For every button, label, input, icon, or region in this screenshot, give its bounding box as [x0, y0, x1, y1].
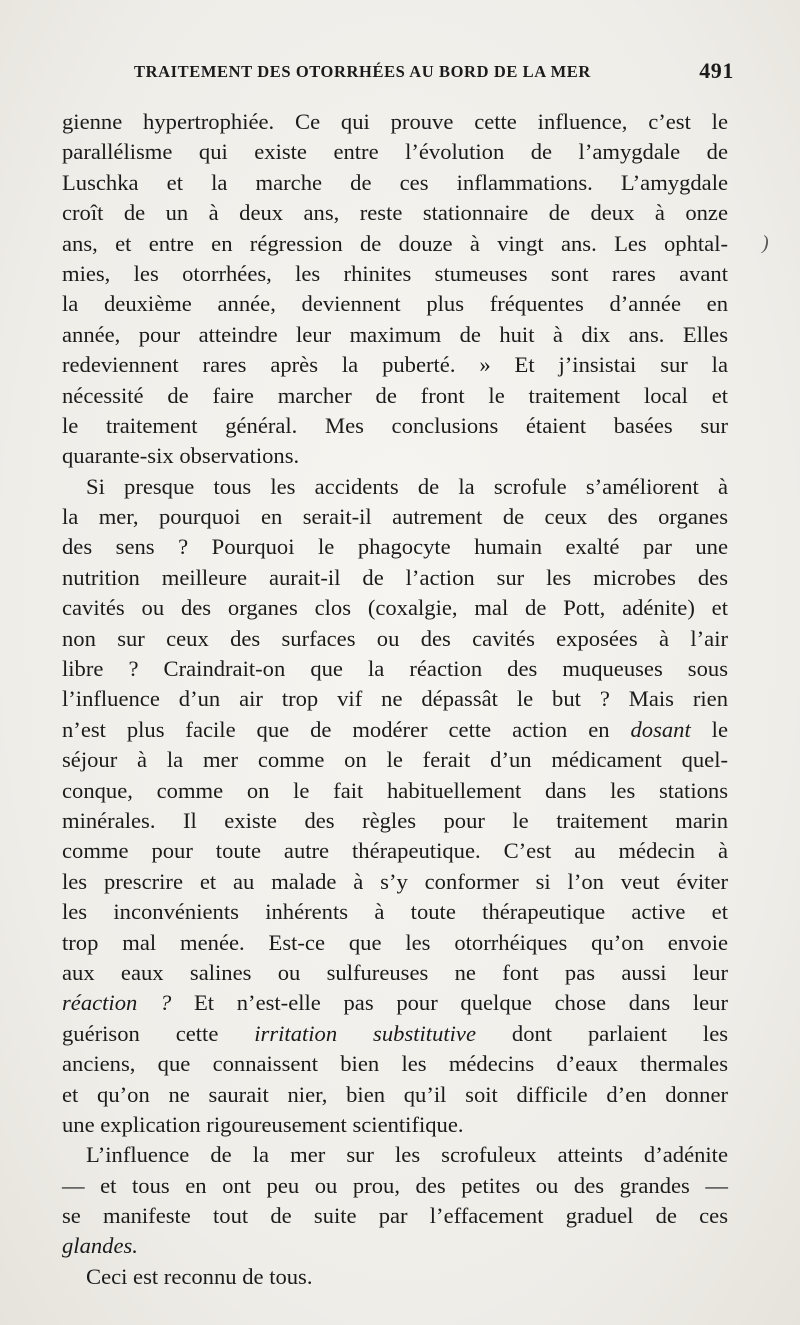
text-line	[62, 928, 728, 958]
text-segment: anciens, que connaissent bien les médecins d’eaux thermales	[62, 1051, 728, 1077]
text-line	[62, 1110, 728, 1140]
text-segment: l’influence d’un air trop vif ne dépassât le but ? Mais rien	[62, 686, 728, 712]
text-segment: libre ? Craindrait-on que la réaction des muqueuses sous	[62, 656, 728, 682]
text-segment: Luschka et la marche de ces inflammations. L’amygdale	[62, 169, 728, 195]
margin-mark: )	[762, 232, 769, 254]
text-segment: les inconvénients inhérents à toute thérapeutique active et	[62, 899, 728, 925]
text-line	[62, 593, 728, 623]
text-segment: Et n’est-elle pas pour quelque chose dans leur	[171, 990, 729, 1016]
italic-text: irritation substitutive	[254, 1020, 476, 1046]
text-line	[62, 897, 728, 927]
text-segment: les prescrire et au malade à s’y conformer si l’on veut éviter	[62, 868, 728, 894]
text-line	[62, 441, 728, 471]
text-line	[62, 776, 728, 806]
text-segment: minérales. Il existe des règles pour le traitement marin	[62, 807, 728, 833]
running-title: TRAITEMENT DES OTORRHÉES AU BORD DE LA MER	[134, 62, 591, 81]
text-line	[62, 137, 728, 167]
text-line	[62, 684, 728, 714]
text-line	[62, 381, 728, 411]
text-line	[62, 107, 728, 137]
text-line	[62, 958, 728, 988]
text-line	[62, 988, 728, 1018]
text-segment: conque, comme on le fait habituellement dans les stations	[62, 777, 728, 803]
text-segment: parallélisme qui existe entre l’évolution de l’amygdale de	[62, 139, 728, 165]
text-line	[62, 1140, 728, 1170]
text-line	[62, 1262, 728, 1292]
text-line	[62, 745, 728, 775]
text-line	[62, 229, 728, 259]
text-line	[62, 1049, 728, 1079]
italic-text: glandes.	[62, 1233, 138, 1259]
text-segment: L’influence de la mer sur les scrofuleux atteints d’adénite	[86, 1142, 728, 1168]
body-text	[62, 107, 728, 1292]
text-line	[62, 1019, 728, 1049]
italic-text: réaction ?	[62, 990, 172, 1016]
text-segment: redeviennent rares après la puberté. » Et j’insistai sur la	[62, 352, 728, 378]
text-segment: le traitement général. Mes conclusions étaient basées sur	[62, 412, 728, 438]
text-segment: ans, et entre en régression de douze à vingt ans. Les ophtal-	[62, 230, 728, 256]
text-segment: non sur ceux des surfaces ou des cavités exposées à l’air	[62, 625, 728, 651]
text-segment: Si presque tous les accidents de la scrofule s’améliorent à	[86, 473, 728, 499]
text-segment: se manifeste tout de suite par l’effacement graduel de ces	[62, 1203, 728, 1229]
text-segment: nécessité de faire marcher de front le traitement local et	[62, 382, 728, 408]
text-segment: la mer, pourquoi en serait-il autrement de ceux des organes	[62, 504, 728, 530]
text-line	[62, 198, 728, 228]
text-segment: guérison cette	[62, 1020, 255, 1046]
text-line	[62, 806, 728, 836]
text-segment: la deuxième année, deviennent plus fréquentes d’année en	[62, 291, 728, 317]
text-segment: une explication rigoureusement scientifique.	[62, 1111, 464, 1137]
text-segment: n’est plus facile que de modérer cette action en	[62, 716, 631, 742]
text-segment: le	[690, 716, 728, 742]
text-segment: séjour à la mer comme on le ferait d’un médicament quel-	[62, 747, 728, 773]
text-segment: année, pour atteindre leur maximum de huit à dix ans. Elles	[62, 321, 728, 347]
text-line	[62, 411, 728, 441]
text-segment: gienne hypertrophiée. Ce qui prouve cette influence, c’est le	[62, 109, 728, 134]
text-line	[62, 532, 728, 562]
text-line	[62, 472, 728, 502]
text-segment: et qu’on ne saurait nier, bien qu’il soit difficile d’en donner	[62, 1081, 728, 1107]
text-line	[62, 1201, 728, 1231]
text-segment: quarante-six observations.	[62, 443, 300, 469]
text-segment: mies, les otorrhées, les rhinites stumeuses sont rares avant	[62, 260, 728, 286]
text-segment: nutrition meilleure aurait-il de l’action sur les microbes des	[62, 564, 728, 590]
text-segment: — et tous en ont peu ou prou, des petites ou des grandes —	[62, 1172, 728, 1198]
text-line	[62, 289, 728, 319]
text-segment: cavités ou des organes clos (coxalgie, mal de Pott, adénite) et	[62, 595, 728, 621]
text-line	[62, 715, 728, 745]
text-segment: Ceci est reconnu de tous.	[86, 1263, 313, 1289]
text-line	[62, 836, 728, 866]
text-line	[62, 320, 728, 350]
text-line	[62, 563, 728, 593]
text-line	[62, 624, 728, 654]
page-number: 491	[699, 58, 734, 83]
text-segment: aux eaux salines ou sulfureuses ne font pas aussi leur	[62, 959, 728, 985]
text-line	[62, 1171, 728, 1201]
text-line	[62, 168, 728, 198]
text-line	[62, 1231, 728, 1261]
text-line	[62, 502, 728, 532]
italic-text: dosant	[630, 716, 691, 742]
text-line	[62, 867, 728, 897]
text-line	[62, 259, 728, 289]
text-segment: dont parlaient les	[475, 1020, 729, 1046]
running-head	[134, 58, 734, 86]
text-segment: trop mal menée. Est-ce que les otorrhéiques qu’on envoie	[62, 929, 728, 955]
text-segment: croît de un à deux ans, reste stationnaire de deux à onze	[62, 200, 728, 226]
text-line	[62, 1080, 728, 1110]
text-line	[62, 654, 728, 684]
text-segment: des sens ? Pourquoi le phagocyte humain exalté par une	[62, 534, 728, 560]
text-segment: comme pour toute autre thérapeutique. C’est au médecin à	[62, 838, 728, 864]
text-line	[62, 350, 728, 380]
